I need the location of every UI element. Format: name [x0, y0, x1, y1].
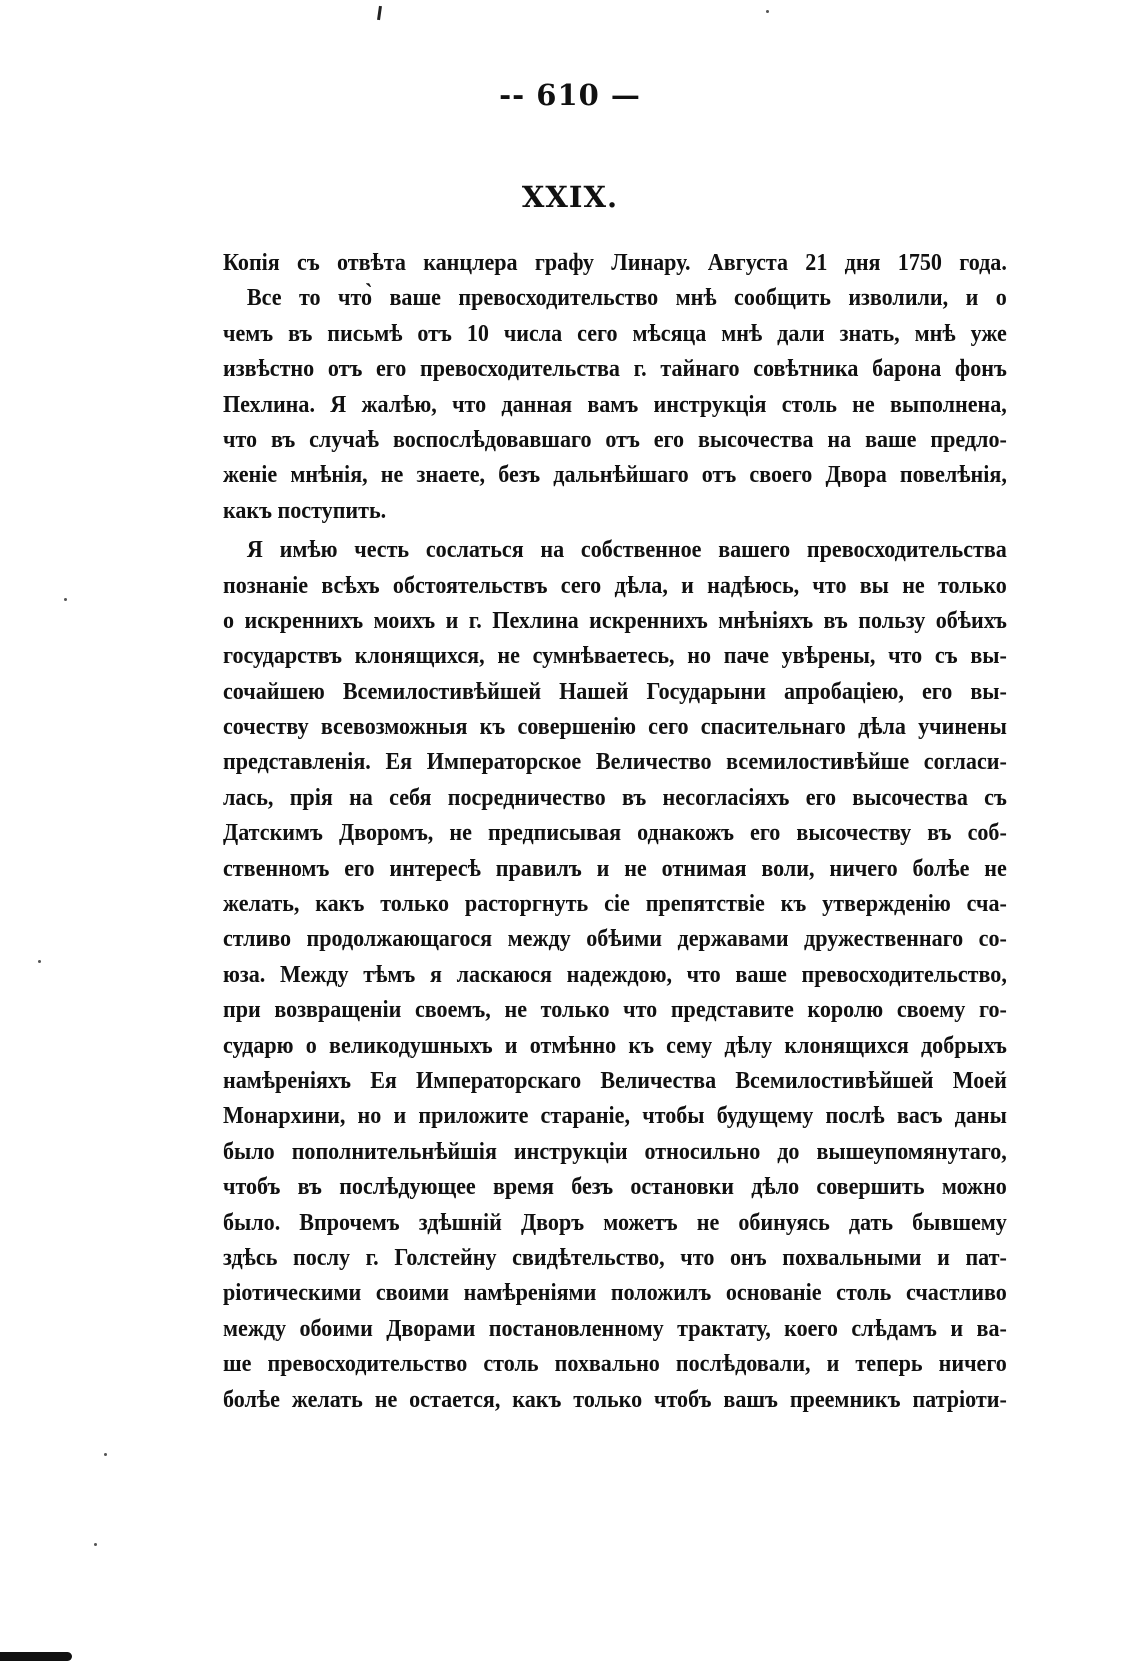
text-line-8: Я имѣю честь сослаться на собственное вашего превосходительства	[246, 537, 1007, 564]
text-line-9: познаніе всѣхъ обстоятельствъ сего дѣла, и надѣюсь, что вы не только	[223, 572, 1007, 599]
paper-speck	[104, 1453, 107, 1456]
chapter-number: XXIX.	[521, 180, 619, 214]
text-line-4: Пехлина. Я жалѣю, что данная вамъ инструкція столь не выполнена,	[223, 391, 1007, 418]
paper-speck	[94, 1543, 97, 1546]
ink-mark-top	[377, 6, 382, 20]
ink-mark-bottom	[0, 1652, 72, 1661]
text-line-2: чемъ въ письмѣ отъ 10 числа сего мѣсяца мнѣ дали знать, мнѣ уже	[223, 320, 1007, 347]
text-line-23: намѣреніяхъ Ея Императорскаго Величества Всемилостивѣйшей Моей	[223, 1067, 1007, 1094]
text-line-27: было. Впрочемъ здѣшній Дворъ можетъ не обинуясь дать бывшему	[223, 1209, 1007, 1236]
text-line-22: сударю о великодушныхъ и отмѣнно къ сему дѣлу клонящихся добрыхъ	[223, 1032, 1007, 1059]
page-number: -- 610 —	[499, 78, 641, 112]
text-line-3: извѣстно отъ его превосходительства г. тайнаго совѣтника барона фонъ	[223, 356, 1007, 383]
text-line-25: было пополнительнѣйшія инструкціи относильно до вышеупомянутаго,	[223, 1138, 1007, 1165]
paper-speck	[38, 960, 41, 963]
text-line-1: Все то что̀ ваше превосходительство мнѣ сообщить изволили, и о	[246, 285, 1007, 312]
text-line-32: болѣе желать не остается, какъ только чтобъ вашъ преемникъ патріоти-	[223, 1386, 1007, 1413]
text-body	[223, 246, 1007, 1418]
text-line-28: здѣсь послу г. Голстейну свидѣтельство, что онъ похвальными и пат-	[223, 1244, 1007, 1271]
text-line-13: сочеству всевозможныя къ совершенію сего спасительнаго дѣла учинены	[223, 714, 1007, 741]
text-line-19: стливо продолжающагося между обѣими державами дружественнаго со-	[223, 926, 1007, 953]
paper-speck	[64, 598, 67, 601]
text-line-24: Монархини, но и приложите стараніе, чтобы будущему послѣ васъ даны	[223, 1103, 1007, 1130]
text-line-11: государствъ клонящихся, не сумнѣваетесь, но паче увѣрены, что съ вы-	[223, 643, 1007, 670]
text-line-20: юза. Между тѣмъ я ласкаюся надеждою, что ваше превосходительство,	[223, 961, 1007, 988]
text-line-18: желать, какъ только расторгнуть сіе препятствіе къ утвержденію сча-	[223, 891, 1007, 918]
text-line-12: сочайшею Всемилостивѣйшей Нашей Государыни апробаціею, его вы-	[223, 678, 1007, 705]
text-line-29: ріотическими своими намѣреніями положилъ основаніе столь счастливо	[223, 1280, 1007, 1307]
text-line-21: при возвращеніи своемъ, не только что представите королю своему го-	[223, 997, 1007, 1024]
text-line-31: ше превосходительство столь похвально послѣдовали, и теперь ничего	[223, 1351, 1007, 1378]
text-line-6: женіе мнѣнія, не знаете, безъ дальнѣйшаго отъ своего Двора повелѣнія,	[223, 462, 1007, 489]
text-line-10: о искреннихъ моихъ и г. Пехлина искреннихъ мнѣніяхъ въ пользу обѣихъ	[223, 607, 1007, 634]
text-line-14: представленія. Ея Императорское Величество всемилостивѣйше согласи-	[223, 749, 1007, 776]
text-line-16: Датскимъ Дворомъ, не предписывая однакожъ его высочеству въ соб-	[223, 820, 1007, 847]
text-line-15: лась, прія на себя посредничество въ несогласіяхъ его высочества съ	[223, 784, 1007, 811]
text-line-7: какъ поступить.	[223, 497, 387, 524]
text-line-26: чтобъ въ послѣдующее время безъ остановки дѣло совершить можно	[223, 1174, 1007, 1201]
text-line-17: ственномъ его интересѣ правилъ и не отнимая воли, ничего болѣе не	[223, 855, 1007, 882]
text-line-30: между обоими Дворами постановленному трактату, коего слѣдамъ и ва-	[223, 1315, 1007, 1342]
paper-speck	[766, 10, 769, 13]
text-line-5: что въ случаѣ воспослѣдовавшаго отъ его высочества на ваше предло-	[223, 426, 1007, 453]
document-heading: Копія съ отвѣта канцлера графу Линару. Августа 21 дня 1750 года.	[223, 250, 1007, 276]
